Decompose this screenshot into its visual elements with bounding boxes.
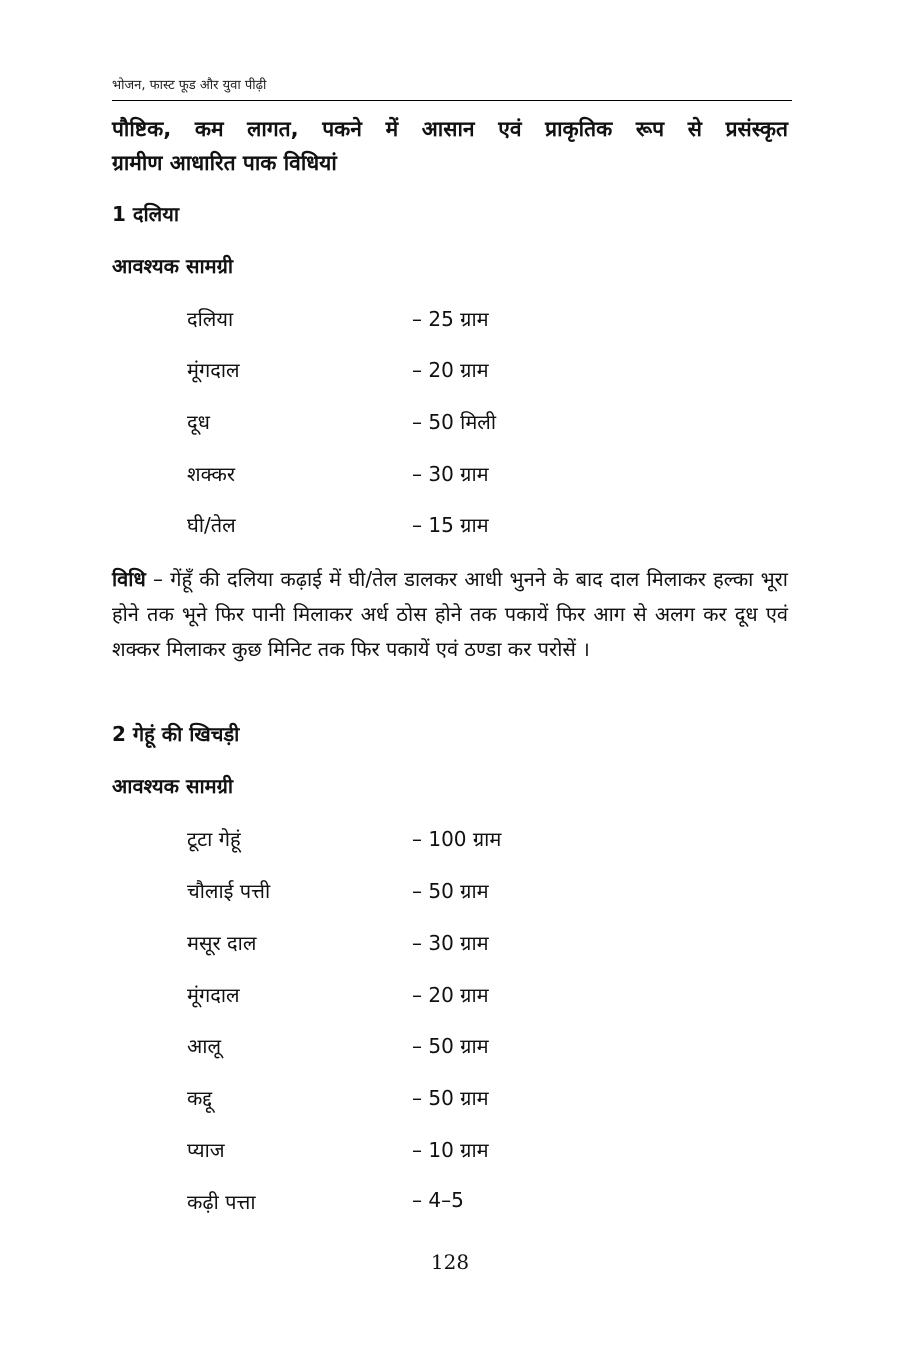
ingredient-name: चौलाई पत्ती [187,879,271,903]
main-heading-line-1: पौष्टिक, कम लागत, पकने में आसान एवं प्राकृतिक रूप से प्रसंस्कृत [112,117,788,141]
ingredient-qty: – 50 ग्राम [412,1086,489,1110]
ingredient-qty: – 10 ग्राम [412,1138,489,1162]
recipe-1-ingredients-heading: आवश्यक सामग्री [112,254,234,278]
ingredient-name: दूध [187,410,210,434]
running-head: भोजन, फास्ट फूड और युवा पीढ़ी [112,78,267,93]
ingredient-qty: – 100 ग्राम [412,827,502,851]
ingredient-name: दलिया [187,307,234,331]
ingredient-name: घी/तेल [187,513,236,537]
ingredient-name: टूटा गेहूं [187,827,241,851]
ingredient-name: कढ़ी पत्ता [187,1190,256,1214]
main-heading-line-2: ग्रामीण आधारित पाक विधियां [112,151,337,175]
ingredient-name: आलू [187,1034,221,1058]
ingredient-qty: – 15 ग्राम [412,513,489,537]
ingredient-name: मसूर दाल [187,931,257,955]
page-number: 128 [430,1250,470,1274]
ingredient-name: प्याज [187,1138,225,1162]
header-rule [112,100,792,101]
ingredient-qty: – 4–5 [412,1188,464,1212]
ingredient-qty: – 30 ग्राम [412,931,489,955]
ingredient-name: मूंगदाल [187,358,240,382]
ingredient-qty: – 30 ग्राम [412,462,489,486]
recipe-1-method [112,562,788,667]
recipe-2-ingredients-heading: आवश्यक सामग्री [112,774,234,798]
method-label: विधि [112,567,146,591]
recipe-2-title: 2 गेहूं की खिचड़ी [112,722,240,746]
method-text: – गेंहूँ की दलिया कढ़ाई में घी/तेल डालकर आधी भुनने के बाद दाल मिलाकर हल्का भूरा होने तक भूने फिर पानी मिलाकर अर्ध ठोस होने तक पकायें फिर आग से अलग कर दूध एवं शक्कर मिलाकर कुछ मिनिट तक फिर पकायें एवं ठण्डा कर परोसें । [112,567,788,661]
ingredient-qty: – 50 मिली [412,410,497,434]
ingredient-qty: – 20 ग्राम [412,983,489,1007]
ingredient-qty: – 50 ग्राम [412,879,489,903]
ingredient-name: कद्दू [187,1086,213,1110]
ingredient-name: शक्कर [187,462,236,486]
main-heading [112,112,788,180]
ingredient-qty: – 25 ग्राम [412,307,489,331]
ingredient-qty: – 50 ग्राम [412,1034,489,1058]
recipe-1-title: 1 दलिया [112,202,180,226]
ingredient-name: मूंगदाल [187,983,240,1007]
ingredient-qty: – 20 ग्राम [412,358,489,382]
